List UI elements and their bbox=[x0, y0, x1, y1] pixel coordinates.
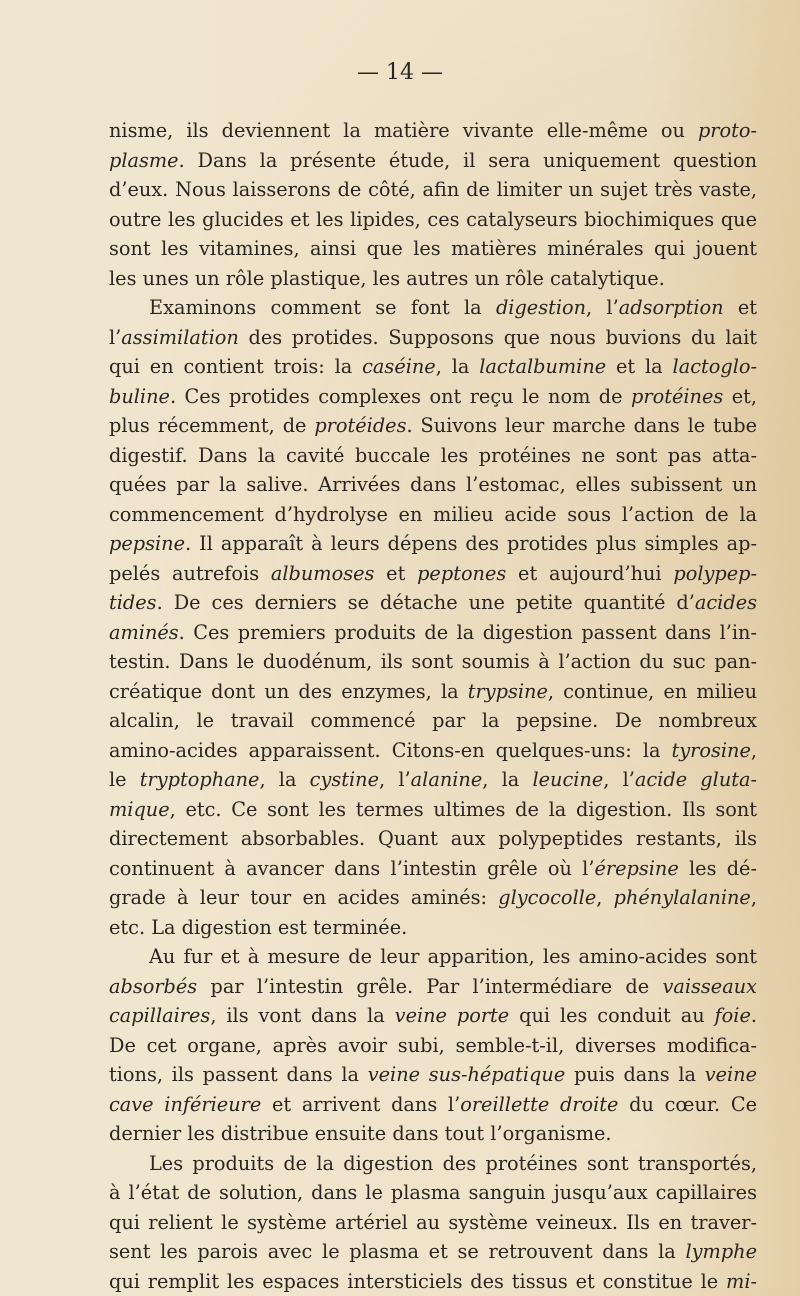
italic-term: mique bbox=[109, 798, 170, 821]
italic-term: buline bbox=[109, 385, 170, 408]
italic-term: lymphe bbox=[685, 1240, 757, 1263]
italic-term: cave inférieure bbox=[109, 1093, 261, 1116]
italic-term: adsorption bbox=[619, 296, 724, 319]
text-line bbox=[109, 1208, 757, 1238]
text-run: et la bbox=[606, 355, 672, 378]
text-run: et bbox=[374, 562, 417, 585]
text-line bbox=[109, 559, 757, 589]
text-run: sent les parois avec le plasma et se retrouvent dans la bbox=[109, 1240, 685, 1263]
text-run: créatique dont un des enzymes, la bbox=[109, 680, 468, 703]
italic-term: pepsine bbox=[109, 532, 185, 555]
text-run: , etc. Ce sont les termes ultimes de la digestion. Ils sont bbox=[170, 798, 757, 821]
text-run: dernier les distribue ensuite dans tout l’organisme. bbox=[109, 1122, 612, 1145]
text-line bbox=[109, 854, 757, 884]
text-run: . Ces premiers produits de la digestion passent dans l’in- bbox=[179, 621, 757, 644]
text-line bbox=[109, 618, 757, 648]
text-line bbox=[109, 323, 757, 353]
text-run: Les produits de la digestion des protéines sont transportés, bbox=[149, 1152, 757, 1175]
text-run: alcalin, le travail commencé par la pepsine. De nombreux bbox=[109, 709, 757, 732]
text-line bbox=[109, 293, 757, 323]
text-run: qui les conduit au bbox=[509, 1004, 714, 1027]
text-run: qui en contient trois: la bbox=[109, 355, 362, 378]
text-line bbox=[109, 175, 757, 205]
text-run: du cœur. Ce bbox=[618, 1093, 757, 1116]
text-run: les unes un rôle plastique, les autres un rôle catalytique. bbox=[109, 267, 665, 290]
text-run: continuent à avancer dans l’intestin grêle où l’ bbox=[109, 857, 594, 880]
italic-term: lactoglo- bbox=[673, 355, 757, 378]
italic-term: veine porte bbox=[395, 1004, 510, 1027]
text-line bbox=[109, 706, 757, 736]
text-run: le bbox=[109, 768, 140, 791]
text-line bbox=[109, 913, 757, 943]
text-run: par l’intestin grêle. Par l’intermédiare de bbox=[197, 975, 662, 998]
text-run: directement absorbables. Quant aux polypeptides restants, ils bbox=[109, 827, 757, 850]
text-run: outre les glucides et les lipides, ces catalyseurs biochimiques que bbox=[109, 208, 757, 231]
italic-term: cystine bbox=[310, 768, 379, 791]
text-run: , bbox=[751, 739, 757, 762]
text-run: Au fur et à mesure de leur apparition, les amino-acides sont bbox=[149, 945, 757, 968]
text-run: . Ces protides complexes ont reçu le nom de bbox=[170, 385, 631, 408]
text-line bbox=[109, 647, 757, 677]
text-run: pelés autrefois bbox=[109, 562, 271, 585]
italic-term: polypep- bbox=[673, 562, 757, 585]
text-run: , continue, en milieu bbox=[548, 680, 757, 703]
italic-term: protéines bbox=[631, 385, 723, 408]
text-run: , la bbox=[259, 768, 309, 791]
text-line bbox=[109, 1149, 757, 1179]
text-run: . Suivons leur marche dans le tube bbox=[406, 414, 757, 437]
text-line bbox=[109, 1267, 757, 1296]
text-run: nisme, ils deviennent la matière vivante elle-même ou bbox=[109, 119, 698, 142]
text-run: , bbox=[596, 886, 613, 909]
text-line bbox=[109, 824, 757, 854]
text-run: . De ces derniers se détache une petite quantité d’ bbox=[157, 591, 695, 614]
italic-term: tides bbox=[109, 591, 157, 614]
text-line bbox=[109, 942, 757, 972]
italic-term: érepsine bbox=[594, 857, 678, 880]
text-run: digestif. Dans la cavité buccale les protéines ne sont pas atta- bbox=[109, 444, 757, 467]
text-run: les dé- bbox=[679, 857, 757, 880]
text-line bbox=[109, 529, 757, 559]
text-line bbox=[109, 264, 757, 294]
text-run: testin. Dans le duodénum, ils sont soumis à l’action du suc pan- bbox=[109, 650, 757, 673]
text-run: , l’ bbox=[603, 768, 635, 791]
text-run: Examinons comment se font la bbox=[149, 296, 496, 319]
text-line bbox=[109, 1178, 757, 1208]
italic-term: caséine bbox=[362, 355, 436, 378]
text-run: et, bbox=[723, 385, 757, 408]
text-run: sont les vitamines, ainsi que les matières minérales qui jouent bbox=[109, 237, 757, 260]
text-line bbox=[109, 795, 757, 825]
text-line bbox=[109, 1001, 757, 1031]
text-line bbox=[109, 1060, 757, 1090]
text-run: De cet organe, après avoir subi, semble-t-il, diverses modifica- bbox=[109, 1034, 757, 1057]
text-line bbox=[109, 677, 757, 707]
text-line bbox=[109, 1237, 757, 1267]
text-run: puis dans la bbox=[565, 1063, 704, 1086]
text-line bbox=[109, 736, 757, 766]
text-run: d’eux. Nous laisserons de côté, afin de limiter un sujet très vaste, bbox=[109, 178, 757, 201]
text-line bbox=[109, 116, 757, 146]
italic-term: tryptophane bbox=[140, 768, 260, 791]
text-line bbox=[109, 441, 757, 471]
italic-term: veine bbox=[705, 1063, 757, 1086]
text-run: , ils vont dans la bbox=[210, 1004, 394, 1027]
italic-term: acide gluta- bbox=[635, 768, 757, 791]
text-run: et bbox=[724, 296, 757, 319]
text-line bbox=[109, 765, 757, 795]
text-run: plus récemment, de bbox=[109, 414, 314, 437]
italic-term: alanine bbox=[411, 768, 483, 791]
text-run: quées par la salive. Arrivées dans l’estomac, elles subissent un bbox=[109, 473, 757, 496]
italic-term: oreillette droite bbox=[460, 1093, 618, 1116]
text-line bbox=[109, 883, 757, 913]
text-line bbox=[109, 500, 757, 530]
text-run: qui relient le système artériel au système veineux. Ils en traver- bbox=[109, 1211, 757, 1234]
text-run: , la bbox=[436, 355, 480, 378]
italic-term: foie bbox=[715, 1004, 751, 1027]
italic-term: albumoses bbox=[271, 562, 375, 585]
text-run: à l’état de solution, dans le plasma sanguin jusqu’aux capillaires bbox=[109, 1181, 757, 1204]
text-run: , la bbox=[482, 768, 532, 791]
italic-term: protéides bbox=[314, 414, 406, 437]
text-run: . bbox=[751, 1004, 757, 1027]
italic-term: veine sus-hépatique bbox=[368, 1063, 565, 1086]
text-run: . Dans la présente étude, il sera uniquement question bbox=[179, 149, 757, 172]
italic-term: absorbés bbox=[109, 975, 197, 998]
text-line bbox=[109, 411, 757, 441]
page-number: — 14 — bbox=[0, 60, 800, 85]
text-line bbox=[109, 205, 757, 235]
text-line bbox=[109, 1031, 757, 1061]
text-line bbox=[109, 352, 757, 382]
italic-term: lactalbumine bbox=[479, 355, 606, 378]
text-run: et aujourd’hui bbox=[506, 562, 673, 585]
italic-term: glycocolle bbox=[498, 886, 596, 909]
italic-term: leucine bbox=[532, 768, 603, 791]
text-run: etc. La digestion est terminée. bbox=[109, 916, 407, 939]
italic-term: phénylalanine bbox=[614, 886, 751, 909]
body-text bbox=[109, 116, 757, 1296]
text-run: amino-acides apparaissent. Citons-en quelques-uns: la bbox=[109, 739, 672, 762]
italic-term: vaisseaux bbox=[662, 975, 757, 998]
italic-term: digestion bbox=[496, 296, 586, 319]
text-run: grade à leur tour en acides aminés: bbox=[109, 886, 498, 909]
text-run: tions, ils passent dans la bbox=[109, 1063, 368, 1086]
italic-term: trypsine bbox=[468, 680, 548, 703]
text-run: l’ bbox=[109, 326, 121, 349]
text-run: , l’ bbox=[586, 296, 619, 319]
text-run: . Il apparaît à leurs dépens des protides plus simples ap- bbox=[185, 532, 757, 555]
text-line bbox=[109, 234, 757, 264]
italic-term: capillaires bbox=[109, 1004, 210, 1027]
italic-term: mi- bbox=[726, 1270, 757, 1293]
text-line bbox=[109, 1119, 757, 1149]
italic-term: acides bbox=[695, 591, 757, 614]
text-run: , l’ bbox=[379, 768, 411, 791]
text-line bbox=[109, 1090, 757, 1120]
italic-term: aminés bbox=[109, 621, 179, 644]
text-line bbox=[109, 146, 757, 176]
italic-term: plasme bbox=[109, 149, 179, 172]
italic-term: proto- bbox=[698, 119, 757, 142]
italic-term: tyrosine bbox=[672, 739, 751, 762]
text-run: qui remplit les espaces intersticiels des tissus et constitue le bbox=[109, 1270, 726, 1293]
italic-term: assimilation bbox=[121, 326, 239, 349]
text-run: des protides. Supposons que nous buvions du lait bbox=[239, 326, 757, 349]
text-line bbox=[109, 382, 757, 412]
text-line bbox=[109, 588, 757, 618]
text-run: , bbox=[751, 886, 757, 909]
text-run: commencement d’hydrolyse en milieu acide sous l’action de la bbox=[109, 503, 757, 526]
italic-term: peptones bbox=[417, 562, 506, 585]
text-run: et arrivent dans l’ bbox=[261, 1093, 460, 1116]
text-line bbox=[109, 470, 757, 500]
text-line bbox=[109, 972, 757, 1002]
